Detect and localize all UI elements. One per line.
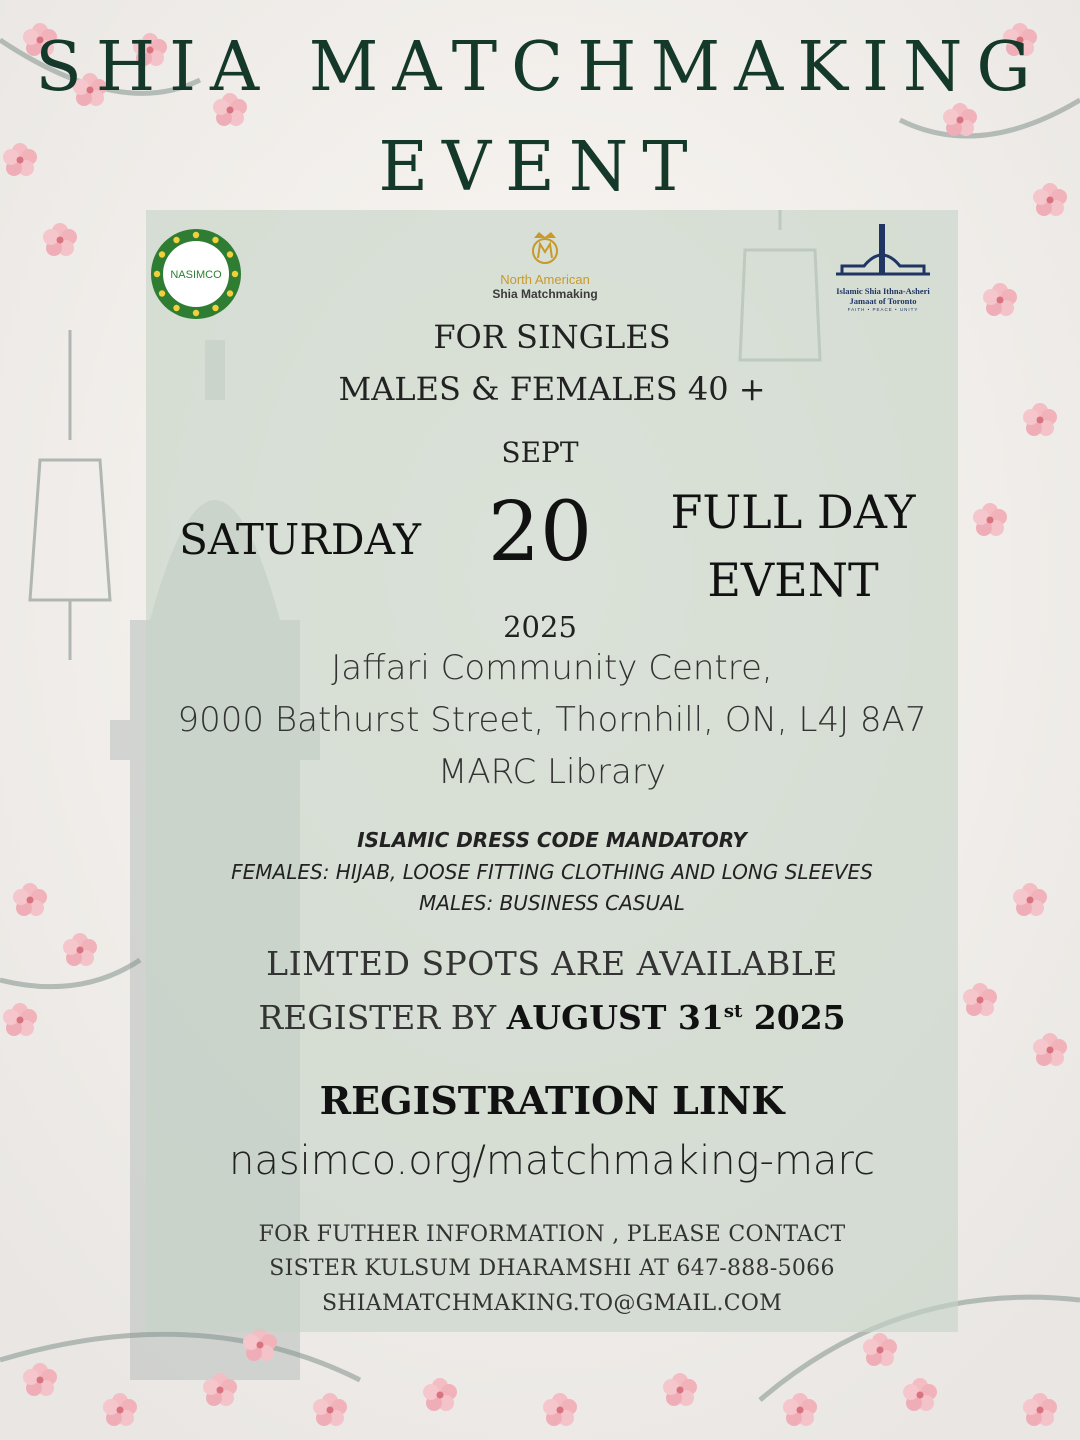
isijt-logo-line1: Islamic Shia Ithna-Asheri (836, 286, 930, 296)
event-title-line1: SHIA MATCHMAKING (35, 28, 1045, 107)
register-prefix: REGISTER BY (258, 998, 507, 1037)
nasimco-logo (150, 228, 242, 320)
event-title-line2: EVENT (378, 128, 702, 207)
deadline-year: 2025 (742, 998, 846, 1037)
event-month: SEPT (501, 436, 579, 469)
deadline-month-day: AUGUST 31 (506, 998, 724, 1037)
na-shia-matchmaking-logo (470, 226, 620, 306)
audience-line2: MALES & FEMALES 40 + (338, 370, 766, 408)
na-logo-line1: North American (500, 272, 590, 287)
isijt-logo-line2: Jamaat of Toronto (849, 296, 917, 306)
limited-spots-notice: LIMTED SPOTS ARE AVAILABLE (266, 944, 838, 983)
event-duration-line2: EVENT (707, 553, 879, 607)
dress-code-females: FEMALES: HIJAB, LOOSE FITTING CLOTHING AND LONG SLEEVES (231, 860, 873, 884)
dress-code-heading: ISLAMIC DRESS CODE MANDATORY (357, 828, 747, 852)
deadline-ordinal: st (723, 1001, 743, 1022)
registration-url[interactable]: nasimco.org/matchmaking-marc (228, 1138, 876, 1184)
event-duration-line1: FULL DAY (670, 485, 916, 539)
event-duration (648, 478, 938, 614)
contact-phone: SISTER KULSUM DHARAMSHI AT 647-888-5066 (269, 1256, 835, 1281)
isijt-logo-tagline: FAITH • PEACE • UNITY (847, 307, 919, 312)
event-year: 2025 (503, 610, 577, 644)
mosque-emblem-icon (828, 222, 938, 282)
na-logo-line2: Shia Matchmaking (492, 287, 598, 301)
contact-line1: FOR FUTHER INFORMATION , PLEASE CONTACT (258, 1222, 846, 1247)
crown-emblem-icon (528, 228, 562, 268)
event-day: 20 (487, 485, 593, 580)
venue-name: Jaffari Community Centre, (331, 648, 773, 688)
venue-room: MARC Library (438, 752, 666, 792)
nasimco-logo-text: NASIMCO (170, 269, 222, 281)
venue-address: 9000 Bathurst Street, Thornhill, ON, L4J 8A7 (177, 700, 927, 740)
deadline-date (507, 998, 846, 1037)
audience-line1: FOR SINGLES (433, 318, 671, 356)
registration-link-heading: REGISTRATION LINK (319, 1078, 785, 1123)
dress-code-males: MALES: BUSINESS CASUAL (419, 891, 685, 915)
event-weekday: SATURDAY (179, 515, 421, 564)
isijt-logo (828, 222, 938, 322)
register-deadline (146, 998, 958, 1037)
contact-email[interactable]: SHIAMATCHMAKING.TO@GMAIL.COM (321, 1291, 783, 1316)
